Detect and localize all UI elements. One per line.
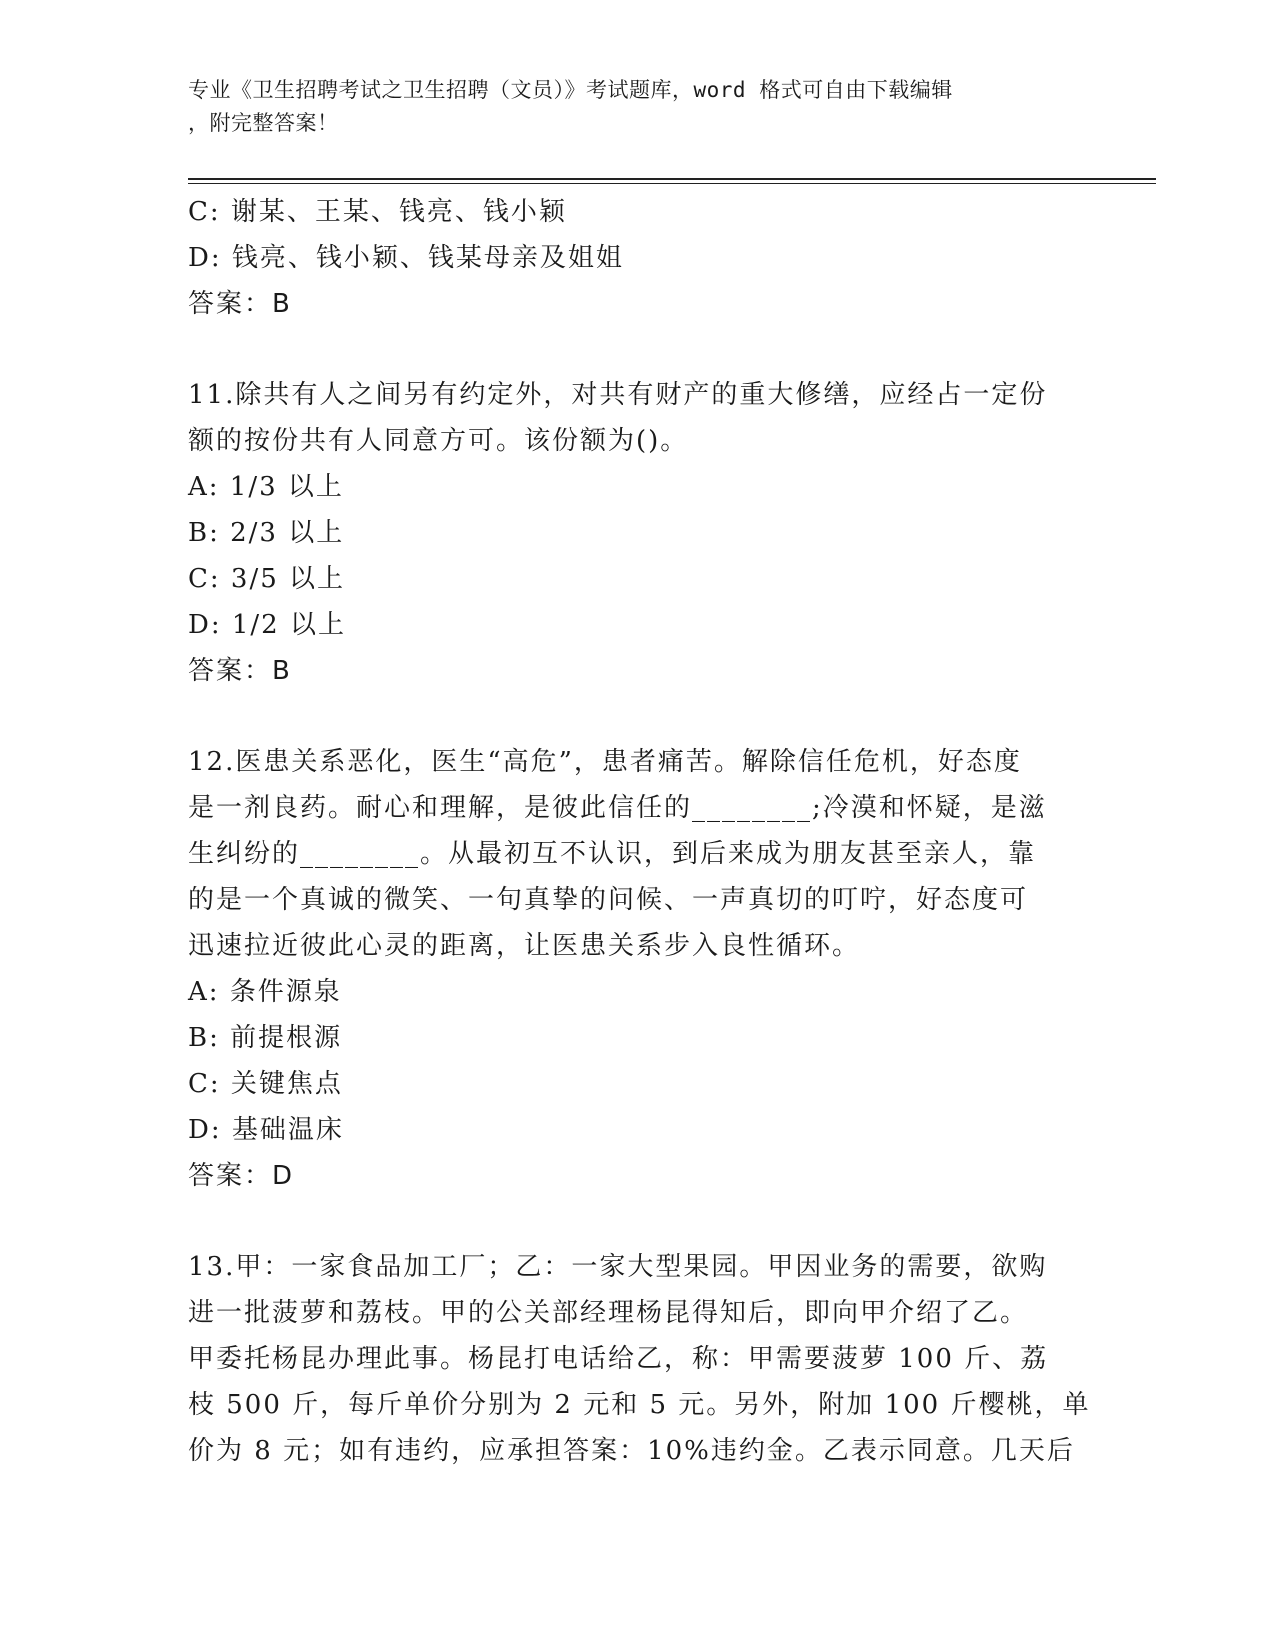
- question-12: [188, 739, 1088, 1199]
- q10-answer: 答案：B: [188, 289, 292, 319]
- q13-stem: [188, 1244, 1091, 1474]
- q12-answer: 答案：D: [188, 1161, 295, 1191]
- q13-stem-line-5: 价为 8 元；如有违约，应承担答案：10%违约金。乙表示同意。几天后: [188, 1436, 1075, 1466]
- question-10: [188, 189, 1088, 327]
- spacer: [188, 327, 1088, 372]
- q12-stem-line-1: 12.医患关系恶化，医生“高危”，患者痛苦。解除信任危机，好态度: [188, 747, 1022, 777]
- document-header: [188, 74, 1088, 140]
- q13-stem-line-1: 13.甲：一家食品加工厂；乙：一家大型果园。甲因业务的需要，欲购: [188, 1252, 1048, 1282]
- q10-option-d: D: 钱亮、钱小颖、钱某母亲及姐姐: [188, 243, 624, 273]
- q13-stem-line-3: 甲委托杨昆办理此事。杨昆打电话给乙，称：甲需要菠萝 100 斤、荔: [188, 1344, 1049, 1374]
- q11-stem: [188, 372, 1068, 464]
- q12-stem-line-2: 是一剂良药。耐心和理解，是彼此信任的________;冷漠和怀疑，是滋: [188, 793, 1047, 823]
- q12-option-d: D: 基础温床: [188, 1115, 344, 1145]
- q11-stem-line-2: 额的按份共有人同意方可。该份额为()。: [188, 426, 689, 456]
- header-divider-thick: [188, 178, 1156, 180]
- header-line-2: ，附完整答案！: [188, 111, 339, 135]
- question-11: [188, 372, 1088, 694]
- q12-stem: [188, 739, 1068, 969]
- header-divider-thin: [188, 183, 1156, 184]
- q11-option-a: A: 1/3 以上: [188, 472, 344, 502]
- q13-stem-line-2: 进一批菠萝和荔枝。甲的公关部经理杨昆得知后，即向甲介绍了乙。: [188, 1298, 1029, 1328]
- q13-stem-line-4: 枝 500 斤，每斤单价分别为 2 元和 5 元。另外，附加 100 斤樱桃，单: [188, 1390, 1091, 1420]
- spacer: [188, 1199, 1088, 1244]
- q12-stem-line-3: 生纠纷的________。从最初互不认识，到后来成为朋友甚至亲人，靠: [188, 839, 1037, 869]
- question-list: [188, 189, 1091, 1474]
- q10-option-c: C: 谢某、王某、钱亮、钱小颖: [188, 197, 567, 227]
- q11-option-b: B: 2/3 以上: [188, 518, 345, 548]
- q12-option-c: C: 关键焦点: [188, 1069, 343, 1099]
- question-13: [188, 1244, 1091, 1474]
- spacer: [188, 694, 1088, 739]
- q11-stem-line-1: 11.除共有人之间另有约定外，对共有财产的重大修缮，应经占一定份: [188, 380, 1048, 410]
- q12-option-a: A: 条件源泉: [188, 977, 342, 1007]
- q11-option-c: C: 3/5 以上: [188, 564, 346, 594]
- q11-option-d: D: 1/2 以上: [188, 610, 346, 640]
- q12-option-b: B: 前提根源: [188, 1023, 343, 1053]
- q12-stem-line-4: 的是一个真诚的微笑、一句真挚的问候、一声真切的叮咛，好态度可: [188, 885, 1029, 915]
- q12-stem-line-5: 迅速拉近彼此心灵的距离，让医患关系步入良性循环。: [188, 931, 861, 961]
- header-line-1: 专业《卫生招聘考试之卫生招聘（文员）》考试题库，word 格式可自由下载编辑: [188, 78, 953, 102]
- q11-answer: 答案：B: [188, 656, 292, 686]
